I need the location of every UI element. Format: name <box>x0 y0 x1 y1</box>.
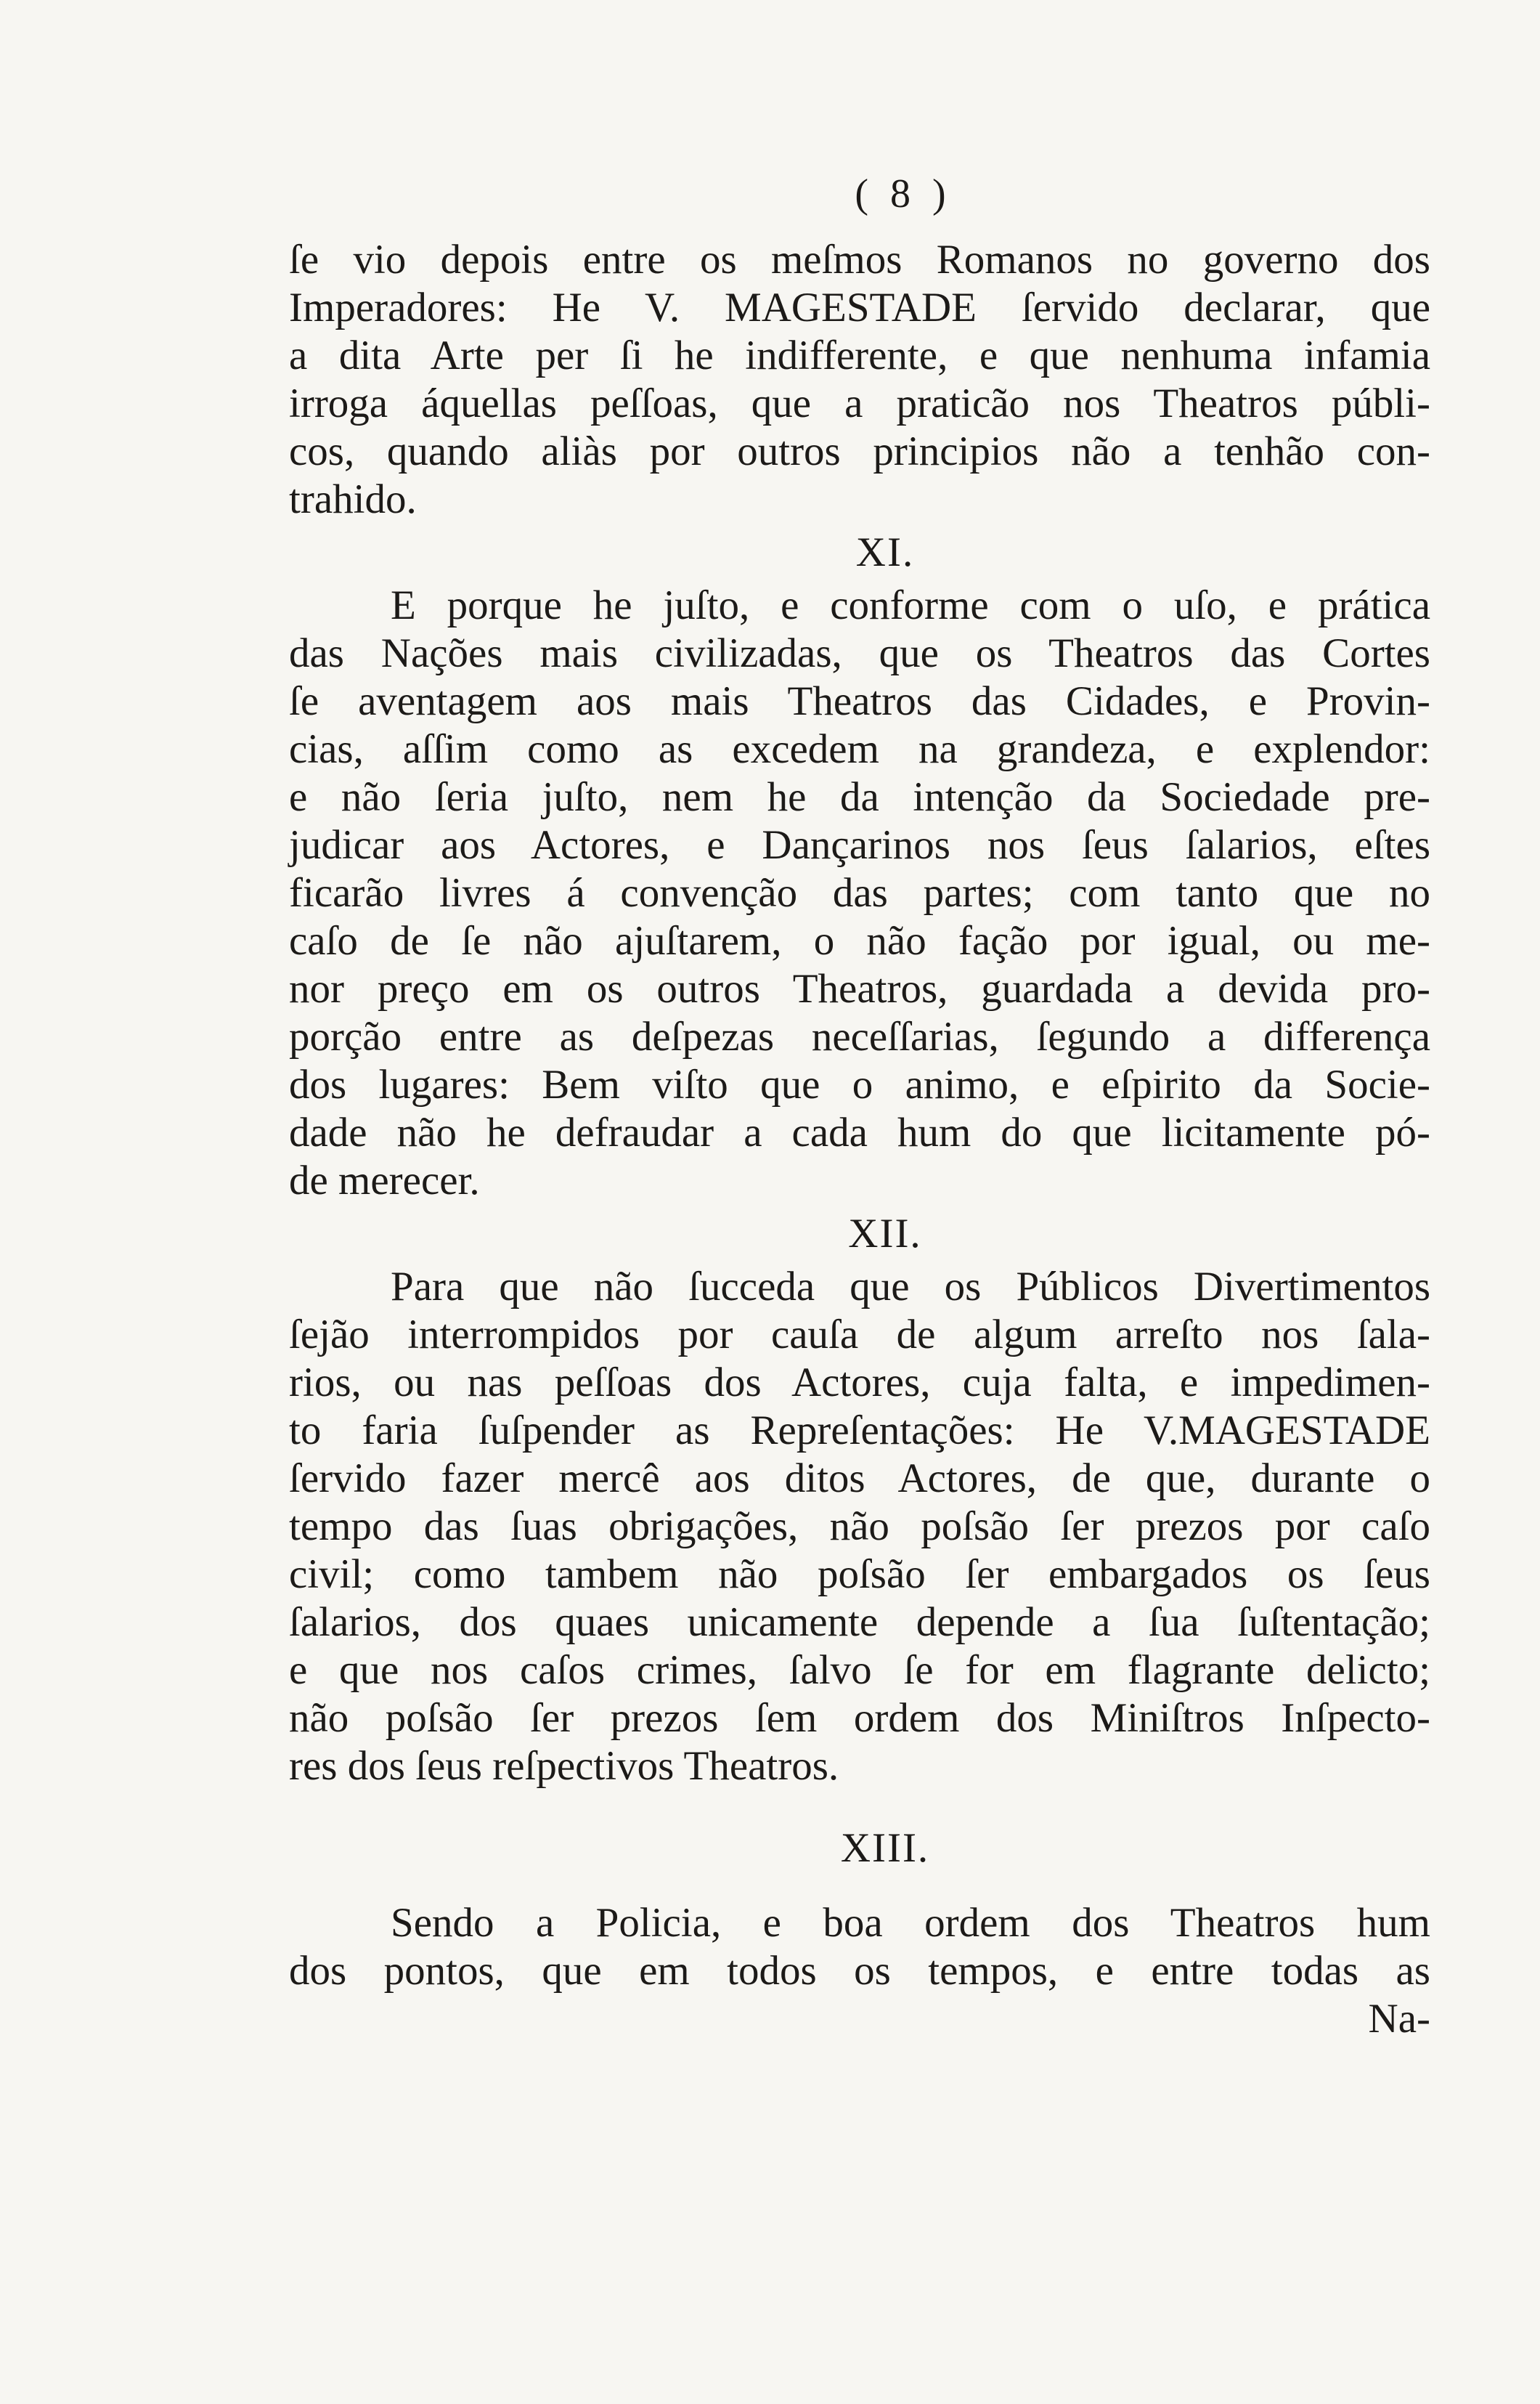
text-line: E porque he juſto, e conforme com o uſo, e prática <box>391 582 1430 628</box>
text-line: caſo de ſe não ajuſtarem, o não fação por igual, ou me- <box>289 918 1430 964</box>
text-line: tempo das ſuas obrigações, não poſsão ſer prezos por caſo <box>289 1503 1430 1549</box>
page-text-block <box>289 153 1430 2043</box>
text-line: trahido. <box>289 476 417 522</box>
paragraph-xi <box>289 582 1430 1205</box>
page-number: ( 8 ) <box>855 171 952 216</box>
text-line: cias, aſſim como as excedem na grandeza, e explendor: <box>289 726 1430 772</box>
text-line: ſe vio depois entre os meſmos Romanos no governo dos <box>289 237 1430 283</box>
text-line: Imperadores: He V. MAGESTADE ſervido declarar, que <box>289 285 1430 330</box>
text-line: Para que não ſucceda que os Públicos Divertimentos <box>391 1264 1430 1309</box>
text-line: das Nações mais civilizadas, que os Theatros das Cortes <box>289 630 1430 676</box>
paragraph-xiii <box>289 1899 1430 1995</box>
text-line: cos, quando aliàs por outros principios não a tenhão con- <box>289 429 1430 474</box>
section-heading-xiii: XIII. <box>840 1825 930 1871</box>
paragraph-continuation <box>289 236 1430 524</box>
catchword: Na- <box>1368 1996 1430 2042</box>
paragraph-xii <box>289 1263 1430 1790</box>
text-line: civil; como tambem não poſsão ſer embargados os ſeus <box>289 1551 1430 1597</box>
text-line: não poſsão ſer prezos ſem ordem dos Miniſtros Inſpecto- <box>289 1695 1430 1741</box>
text-line: ficarão livres á convenção das partes; com tanto que no <box>289 870 1430 916</box>
text-line: e que nos caſos crimes, ſalvo ſe for em flagrante delicto; <box>289 1647 1430 1693</box>
text-line: nor preço em os outros Theatros, guardada a devida pro- <box>289 966 1430 1012</box>
text-line: rios, ou nas peſſoas dos Actores, cuja falta, e impedimen- <box>289 1360 1430 1405</box>
text-line: ſalarios, dos quaes unicamente depende a ſua ſuſtentação; <box>289 1599 1430 1645</box>
text-line: de merecer. <box>289 1158 480 1203</box>
text-line: ſervido fazer mercê aos ditos Actores, de que, durante o <box>289 1455 1430 1501</box>
section-heading-xi: XI. <box>855 529 915 575</box>
text-line: porção entre as deſpezas neceſſarias, ſegundo a differença <box>289 1014 1430 1060</box>
text-line: ſejão interrompidos por cauſa de algum arreſto nos ſala- <box>289 1312 1430 1357</box>
text-line: e não ſeria juſto, nem he da intenção da Sociedade pre- <box>289 774 1430 820</box>
text-line: a dita Arte per ſi he indifferente, e que nenhuma infamia <box>289 333 1430 378</box>
text-line: dos pontos, que em todos os tempos, e entre todas as <box>289 1948 1430 1994</box>
text-line: dade não he defraudar a cada hum do que licitamente pó- <box>289 1110 1430 1156</box>
text-line: ſe aventagem aos mais Theatros das Cidades, e Provin- <box>289 678 1430 724</box>
text-line: judicar aos Actores, e Dançarinos nos ſeus ſalarios, eſtes <box>289 822 1430 868</box>
text-line: Sendo a Policia, e boa ordem dos Theatros hum <box>391 1900 1430 1946</box>
text-line: res dos ſeus reſpectivos Theatros. <box>289 1743 839 1789</box>
text-line: irroga áquellas peſſoas, que a praticão nos Theatros públi- <box>289 381 1430 426</box>
section-heading-xii: XII. <box>848 1211 922 1256</box>
text-line: to faria ſuſpender as Repreſentações: He V.MAGESTADE <box>289 1408 1430 1453</box>
text-line: dos lugares: Bem viſto que o animo, e eſpirito da Socie- <box>289 1062 1430 1108</box>
